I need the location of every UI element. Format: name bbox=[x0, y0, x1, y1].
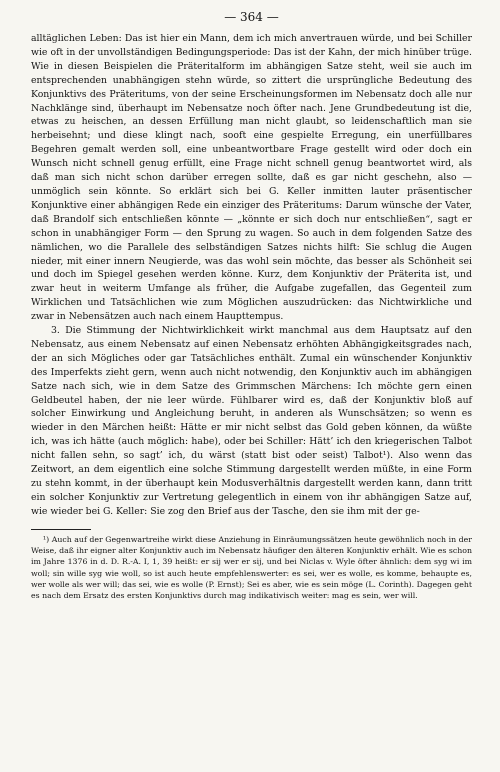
page-number: — 364 — bbox=[224, 10, 279, 24]
footnote: ¹) Auch auf der Gegenwartreihe wirkt diese Anziehung in Einräumungssätzen heute gewöhnlich noch in der Weise, daß ihr eigner alter Konjunktiv auch im Nebensatz häufiger den älteren Konjunktiv erhält. Wie es schon im Jahre 1376 in d. D. R.-A. I, 1, 39 heißt: er sij wer er sij, und bei Niclas v. Wyle öfter ähnlich: dem syg wi im woll; sin wille syg wie woll, so ist auch heute empfehlenswerter: es sei, wer es wolle, es komme, behaupte es, wer wolle als wer will; das sei, wie es wolle (P. Ernst); Sei es aber, wie es sein möge (L. Corinth). Dagegen geht es nach dem Ersatz des ersten Konjunktivs durch mag indikativisch weiter: mag es sein, wer will. bbox=[31, 534, 472, 601]
paragraph: alltäglichen Leben: Das ist hier ein Mann, dem ich mich anvertrauen würde, und bei Schiller wie oft in der unvollständigen Bedingungsperiode: Das ist der Kahn, der mich hinüber trüge. Wie in diesen Beispielen die Präteritalform im abhängigen Satze steht, weil sie auch im entsprechenden unabhängigen stehn würde, so zittert die ursprüngliche Bedeutung des Konjunktivs des Präteritums, von der seine Erscheinungsformen im Nebensatz doch alle nur Nachklänge sind, überhaupt im Nebensatze noch öfter nach. Jene Grundbedeutung ist die, etwas zu heischen, an dessen Erfüllung man nicht glaubt, so leidenschaftlich man sie herbeisehnt; und diese klingt nach, sooft eine gespielte Erregung, ein unerfüllbares Begehren gemalt werden soll, eine unbeantwortbare Frage gestellt wird oder doch ein Wunsch nicht schnell genug erfüllt, eine Frage nicht schnell genug beantwortet wird, als daß man sich nicht schon darüber erregen sollte, daß es gar nicht geschehn, also — unmöglich sein könnte. So erklärt sich bei G. Keller inmitten lauter präsentischer Konjunktive einer abhängigen Rede ein einziger des Präteritums: Darum wünsche der Vater, daß Brandolf sich entschließen könnte — „könnte er sich doch nur entschließen“, sagt er schon in unabhängiger Form — den Sprung zu wagen. So auch in dem folgenden Satze des nämlichen, wo die Parallele des selbständigen Satzes nichts hilft: Sie schlug die Augen nieder, mit einer innern Neugierde, was das wohl sein möchte, das besser als Schönheit sei und doch im Spiegel gesehen werden könne. Kurz, dem Konjunktiv der Präterita ist, und zwar heut in weiterm Umfange als früher, die Aufgabe zugefallen, das Gegenteil zum Wirklichen und Tatsächlichen wie zum Möglichen auszudrücken: das Nichtwirkliche und zwar in Nebensätzen auch nach einem Haupttempus. bbox=[31, 33, 472, 323]
footnote-divider bbox=[31, 529, 91, 530]
body-text bbox=[31, 32, 472, 519]
paragraph: 3. Die Stimmung der Nichtwirklichkeit wirkt manchmal aus dem Hauptsatz auf den Nebensatz, aus einem Nebensatz auf einen Nebensatz erhöhten Abhängigkeitsgrades nach, der an sich Mögliches oder gar Tatsächliches enthält. Zumal ein wünschender Konjunktiv des Imperfekts zieht gern, wenn auch nicht notwendig, den Konjunktiv auch im abhängigen Satze nach sich, wie in dem Satze des Grimmschen Märchens: Ich möchte gern einen Geldbeutel haben, der nie leer würde. Fühlbarer wird es, daß der Konjunktiv bloß auf solcher Einwirkung und Angleichung beruht, in anderen als Wunschsätzen; so wenn es wieder in den Märchen heißt: Hätte er mir nicht selbst das Gold geben können, da wüßte ich, was ich hätte (auch möglich: habe), oder bei Schiller: Hätt’ ich den kriegerischen Talbot nicht fallen sehn, so sagt’ ich, du wärst (statt bist oder seist) Talbot¹). Also wenn das Zeitwort, an dem eigentlich eine solche Stimmung dargestellt werden müßte, in eine Form zu stehn kommt, in der überhaupt kein Modusverhältnis dargestellt werden kann, dann tritt ein solcher Konjunktiv zur Vertretung gelegentlich in einem von ihr abhängigen Satze auf, wie wieder bei G. Keller: Sie zog den Brief aus der Tasche, den sie ihm mit der ge- bbox=[31, 325, 472, 517]
